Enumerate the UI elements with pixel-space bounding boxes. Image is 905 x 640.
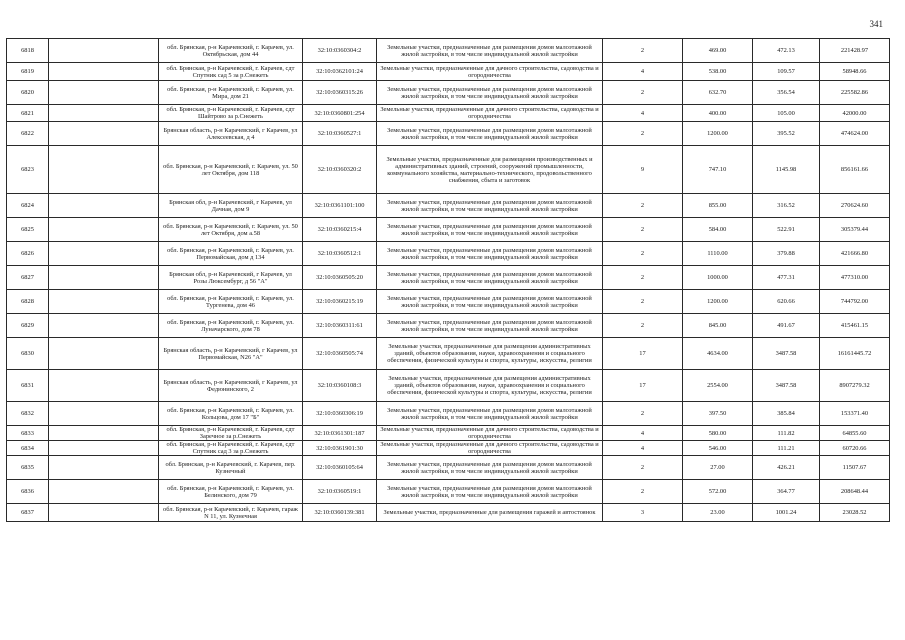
row-land-purpose: Земельные участки, предназначенные для дачного строительства, садоводства и огородничества (377, 426, 603, 441)
row-group: 4 (603, 105, 683, 122)
row-spacer (49, 81, 159, 105)
row-area: 1000.00 (683, 266, 753, 290)
table-row (7, 146, 890, 194)
row-land-purpose: Земельные участки, предназначенные для размещения домов малоэтажной жилой застройки, в том числе индивидуальной жилой застройки (377, 39, 603, 63)
row-area: 4634.00 (683, 338, 753, 370)
row-land-purpose: Земельные участки, предназначенные для размещения домов малоэтажной жилой застройки, в том числе индивидуальной жилой застройки (377, 194, 603, 218)
row-rate: 316.52 (753, 194, 820, 218)
row-rate: 111.82 (753, 426, 820, 441)
row-cadastral-number: 32:10:0360505:20 (303, 266, 377, 290)
row-area: 855.00 (683, 194, 753, 218)
row-group: 2 (603, 218, 683, 242)
row-spacer (49, 146, 159, 194)
row-cadastral-number: 32:10:0360311:61 (303, 314, 377, 338)
row-id: 6837 (7, 504, 49, 522)
row-cadastral-value: 221428.97 (820, 39, 890, 63)
row-address: обл. Брянская, р-н Карачевский, г. Карачев, гараж N 11, ул. Кузнечная (159, 504, 303, 522)
row-land-purpose: Земельные участки, предназначенные для размещения домов малоэтажной жилой застройки, в том числе индивидуальной жилой застройки (377, 456, 603, 480)
row-rate: 620.66 (753, 290, 820, 314)
row-address: обл. Брянская, р-н Карачевский, г. Карачев, ул. 50 лет Октября, дом а.58 (159, 218, 303, 242)
row-id: 6819 (7, 63, 49, 81)
row-land-purpose: Земельные участки, предназначенные для размещения производственных и административных зданий, строений, сооружений промышленности, коммунального хозяйства, материально-технического, продовольственного снабжения, сбыта и заготовок (377, 146, 603, 194)
row-cadastral-value: 42000.00 (820, 105, 890, 122)
row-cadastral-number: 32:10:0360215:4 (303, 218, 377, 242)
row-cadastral-number: 32:10:0360108:3 (303, 370, 377, 402)
row-address: обл. Брянская, р-н Карачевский, г. Карачев, сдт Заречное за р.Снежеть (159, 426, 303, 441)
table-row (7, 218, 890, 242)
row-spacer (49, 370, 159, 402)
row-land-purpose: Земельные участки, предназначенные для размещения административных зданий, объектов образования, науки, здравоохранения и социального обеспечения, физической культуры и спорта, культуры, искусства, религии (377, 338, 603, 370)
table-row (7, 81, 890, 105)
row-rate: 1001.24 (753, 504, 820, 522)
table-row (7, 314, 890, 338)
row-id: 6825 (7, 218, 49, 242)
row-area: 572.00 (683, 480, 753, 504)
row-land-purpose: Земельные участки, предназначенные для размещения домов малоэтажной жилой застройки, в том числе индивидуальной жилой застройки (377, 122, 603, 146)
row-id: 6823 (7, 146, 49, 194)
row-group: 2 (603, 290, 683, 314)
row-spacer (49, 242, 159, 266)
row-cadastral-number: 32:10:0360105:64 (303, 456, 377, 480)
row-address: обл. Брянская, р-н Карачевский, г. Карачев, сдт Шайтрово за р.Снежеть (159, 105, 303, 122)
row-group: 4 (603, 441, 683, 456)
row-group: 4 (603, 426, 683, 441)
row-id: 6833 (7, 426, 49, 441)
row-rate: 111.21 (753, 441, 820, 456)
row-spacer (49, 290, 159, 314)
row-spacer (49, 402, 159, 426)
row-address: обл. Брянская, р-н Карачевский, г. Карачев, ул. Октябрьская, дом 44 (159, 39, 303, 63)
row-address: Брянская область, р-н Карачевский, г Карачев, ул Первомайская, N26 "А" (159, 338, 303, 370)
row-cadastral-number: 32:10:0360306:19 (303, 402, 377, 426)
row-cadastral-value: 58948.66 (820, 63, 890, 81)
row-address: Брянская область, р-н Карачевский, г Карачев, ул Федюнинского, 2 (159, 370, 303, 402)
row-area: 400.00 (683, 105, 753, 122)
table-row (7, 105, 890, 122)
row-land-purpose: Земельные участки, предназначенные для размещения домов малоэтажной жилой застройки, в том числе индивидуальной жилой застройки (377, 81, 603, 105)
row-group: 2 (603, 314, 683, 338)
row-spacer (49, 194, 159, 218)
row-cadastral-number: 32:10:0360315:26 (303, 81, 377, 105)
row-group: 17 (603, 338, 683, 370)
row-cadastral-value: 856161.66 (820, 146, 890, 194)
row-address: обл. Брянская, р-н Карачевский, г. Карачев, ул. Первомайская, дом д 134 (159, 242, 303, 266)
row-id: 6828 (7, 290, 49, 314)
row-cadastral-number: 32:10:0360512:1 (303, 242, 377, 266)
row-address: Брянская область, р-н Карачевский, г Карачев, ул Алексеевская, д 4 (159, 122, 303, 146)
row-spacer (49, 39, 159, 63)
row-id: 6832 (7, 402, 49, 426)
row-id: 6821 (7, 105, 49, 122)
row-land-purpose: Земельные участки, предназначенные для размещения административных зданий, объектов образования, науки, здравоохранения и социального обеспечения, физической культуры и спорта, культуры, искусства, религии (377, 370, 603, 402)
row-cadastral-value: 153371.40 (820, 402, 890, 426)
row-id: 6826 (7, 242, 49, 266)
row-group: 17 (603, 370, 683, 402)
row-area: 1200.00 (683, 122, 753, 146)
row-rate: 385.84 (753, 402, 820, 426)
row-id: 6822 (7, 122, 49, 146)
row-id: 6829 (7, 314, 49, 338)
row-address: обл. Брянская, р-н Карачевский, г. Карачев, ул. Белинского, дом 79 (159, 480, 303, 504)
row-rate: 364.77 (753, 480, 820, 504)
page-number: 341 (869, 19, 883, 29)
row-land-purpose: Земельные участки, предназначенные для дачного строительства, садоводства и огородничества (377, 441, 603, 456)
row-spacer (49, 105, 159, 122)
row-rate: 477.31 (753, 266, 820, 290)
row-area: 23.00 (683, 504, 753, 522)
row-rate: 491.67 (753, 314, 820, 338)
row-cadastral-number: 32:10:0361101:100 (303, 194, 377, 218)
row-group: 2 (603, 480, 683, 504)
row-id: 6830 (7, 338, 49, 370)
row-rate: 109.57 (753, 63, 820, 81)
row-address: обл. Брянская, р-н Карачевский, г. Карачев, ул. Кольцова, дом 17 "Б" (159, 402, 303, 426)
row-group: 2 (603, 194, 683, 218)
table-row (7, 338, 890, 370)
row-address: обл. Брянская, р-н Карачевский, г. Карачев, пер. Кузнечный (159, 456, 303, 480)
row-area: 747.10 (683, 146, 753, 194)
row-cadastral-value: 208648.44 (820, 480, 890, 504)
row-group: 2 (603, 266, 683, 290)
table-row (7, 194, 890, 218)
row-cadastral-value: 474624.00 (820, 122, 890, 146)
table-row (7, 122, 890, 146)
row-area: 546.00 (683, 441, 753, 456)
row-rate: 3487.58 (753, 338, 820, 370)
row-cadastral-number: 32:10:0360527:1 (303, 122, 377, 146)
row-rate: 379.88 (753, 242, 820, 266)
row-land-purpose: Земельные участки, предназначенные для дачного строительства, садоводства и огородничества (377, 105, 603, 122)
table-row (7, 426, 890, 441)
table-row (7, 402, 890, 426)
row-address: обл. Брянская, р-н Карачевский, г. Карачев, ул. Мира, дом 21 (159, 81, 303, 105)
row-id: 6831 (7, 370, 49, 402)
row-cadastral-number: 32:10:0360139:381 (303, 504, 377, 522)
row-cadastral-value: 744792.00 (820, 290, 890, 314)
row-land-purpose: Земельные участки, предназначенные для размещения домов малоэтажной жилой застройки, в том числе индивидуальной жилой застройки (377, 290, 603, 314)
row-id: 6824 (7, 194, 49, 218)
row-group: 4 (603, 63, 683, 81)
row-id: 6836 (7, 480, 49, 504)
row-cadastral-value: 11507.67 (820, 456, 890, 480)
row-area: 469.00 (683, 39, 753, 63)
row-spacer (49, 218, 159, 242)
row-cadastral-value: 415461.15 (820, 314, 890, 338)
row-area: 580.00 (683, 426, 753, 441)
row-group: 2 (603, 402, 683, 426)
table-row (7, 370, 890, 402)
row-land-purpose: Земельные участки, предназначенные для размещения домов малоэтажной жилой застройки, в том числе индивидуальной жилой застройки (377, 266, 603, 290)
row-area: 584.00 (683, 218, 753, 242)
row-land-purpose: Земельные участки, предназначенные для размещения домов малоэтажной жилой застройки, в том числе индивидуальной жилой застройки (377, 218, 603, 242)
row-rate: 426.21 (753, 456, 820, 480)
row-spacer (49, 504, 159, 522)
table-row (7, 266, 890, 290)
table-row (7, 290, 890, 314)
row-address: обл. Брянская, р-н Карачевский, г. Карачев, сдт Спутник сад 3 за р.Снежеть (159, 441, 303, 456)
row-rate: 105.00 (753, 105, 820, 122)
row-group: 2 (603, 122, 683, 146)
row-area: 845.00 (683, 314, 753, 338)
row-area: 1200.00 (683, 290, 753, 314)
row-cadastral-number: 32:10:0360304:2 (303, 39, 377, 63)
row-area: 538.00 (683, 63, 753, 81)
row-cadastral-number: 32:10:0360215:19 (303, 290, 377, 314)
row-id: 6818 (7, 39, 49, 63)
row-spacer (49, 314, 159, 338)
land-registry-table (6, 38, 890, 522)
row-rate: 522.91 (753, 218, 820, 242)
row-spacer (49, 426, 159, 441)
row-cadastral-number: 32:10:0361301:187 (303, 426, 377, 441)
row-spacer (49, 480, 159, 504)
row-cadastral-value: 477310.00 (820, 266, 890, 290)
row-group: 2 (603, 242, 683, 266)
row-spacer (49, 456, 159, 480)
row-area: 632.70 (683, 81, 753, 105)
table-row (7, 242, 890, 266)
row-rate: 472.13 (753, 39, 820, 63)
row-land-purpose: Земельные участки, предназначенные для дачного строительства, садоводства и огородничества (377, 63, 603, 81)
row-cadastral-number: 32:10:0360505:74 (303, 338, 377, 370)
row-land-purpose: Земельные участки, предназначенные для размещения домов малоэтажной жилой застройки, в том числе индивидуальной жилой застройки (377, 402, 603, 426)
row-cadastral-number: 32:10:0361901:30 (303, 441, 377, 456)
row-group: 2 (603, 456, 683, 480)
row-group: 3 (603, 504, 683, 522)
row-spacer (49, 338, 159, 370)
row-spacer (49, 441, 159, 456)
row-area: 27.00 (683, 456, 753, 480)
row-address: Брянская обл, р-н Карачевский, г Карачев, ул Дачная, дом 9 (159, 194, 303, 218)
row-area: 397.50 (683, 402, 753, 426)
row-spacer (49, 266, 159, 290)
table-row (7, 480, 890, 504)
row-land-purpose: Земельные участки, предназначенные для размещения домов малоэтажной жилой застройки, в том числе индивидуальной жилой застройки (377, 314, 603, 338)
row-group: 2 (603, 39, 683, 63)
row-area: 2554.00 (683, 370, 753, 402)
row-cadastral-number: 32:10:0360801:254 (303, 105, 377, 122)
row-rate: 395.52 (753, 122, 820, 146)
row-id: 6820 (7, 81, 49, 105)
row-address: обл. Брянская, р-н Карачевский, г. Карачев, ул. Тургенева, дом 46 (159, 290, 303, 314)
row-cadastral-value: 270624.60 (820, 194, 890, 218)
row-rate: 356.54 (753, 81, 820, 105)
row-address: обл. Брянская, р-н Карачевский, г. Карачев, ул. 50 лет Октября, дом 118 (159, 146, 303, 194)
row-land-purpose: Земельные участки, предназначенные для размещения домов малоэтажной жилой застройки, в том числе индивидуальной жилой застройки (377, 242, 603, 266)
row-cadastral-number: 32:10:0362101:24 (303, 63, 377, 81)
row-cadastral-number: 32:10:0360519:1 (303, 480, 377, 504)
row-cadastral-number: 32:10:0360320:2 (303, 146, 377, 194)
table-row (7, 456, 890, 480)
row-land-purpose: Земельные участки, предназначенные для размещения домов малоэтажной жилой застройки, в том числе индивидуальной жилой застройки (377, 480, 603, 504)
row-rate: 3487.58 (753, 370, 820, 402)
row-spacer (49, 63, 159, 81)
row-cadastral-value: 60720.66 (820, 441, 890, 456)
table-row (7, 441, 890, 456)
row-id: 6834 (7, 441, 49, 456)
table-row (7, 63, 890, 81)
row-cadastral-value: 421666.80 (820, 242, 890, 266)
row-cadastral-value: 64855.60 (820, 426, 890, 441)
table-row (7, 39, 890, 63)
table-row (7, 504, 890, 522)
row-land-purpose: Земельные участки, предназначенные для размещения гаражей и автостоянок (377, 504, 603, 522)
row-cadastral-value: 225582.86 (820, 81, 890, 105)
row-address: Брянская обл, р-н Карачевский, г Карачев, ул Розы Люксембург, д 56 "А" (159, 266, 303, 290)
row-id: 6835 (7, 456, 49, 480)
row-id: 6827 (7, 266, 49, 290)
row-spacer (49, 122, 159, 146)
row-rate: 1145.98 (753, 146, 820, 194)
row-address: обл. Брянская, р-н Карачевский, г. Карачев, сдт Спутник сад 5 за р.Снежеть (159, 63, 303, 81)
row-cadastral-value: 8907279.32 (820, 370, 890, 402)
row-cadastral-value: 23028.52 (820, 504, 890, 522)
row-cadastral-value: 305379.44 (820, 218, 890, 242)
row-area: 1110.00 (683, 242, 753, 266)
row-group: 9 (603, 146, 683, 194)
row-cadastral-value: 16161445.72 (820, 338, 890, 370)
row-group: 2 (603, 81, 683, 105)
row-address: обл. Брянская, р-н Карачевский, г. Карачев, ул. Луначарского, дом 78 (159, 314, 303, 338)
